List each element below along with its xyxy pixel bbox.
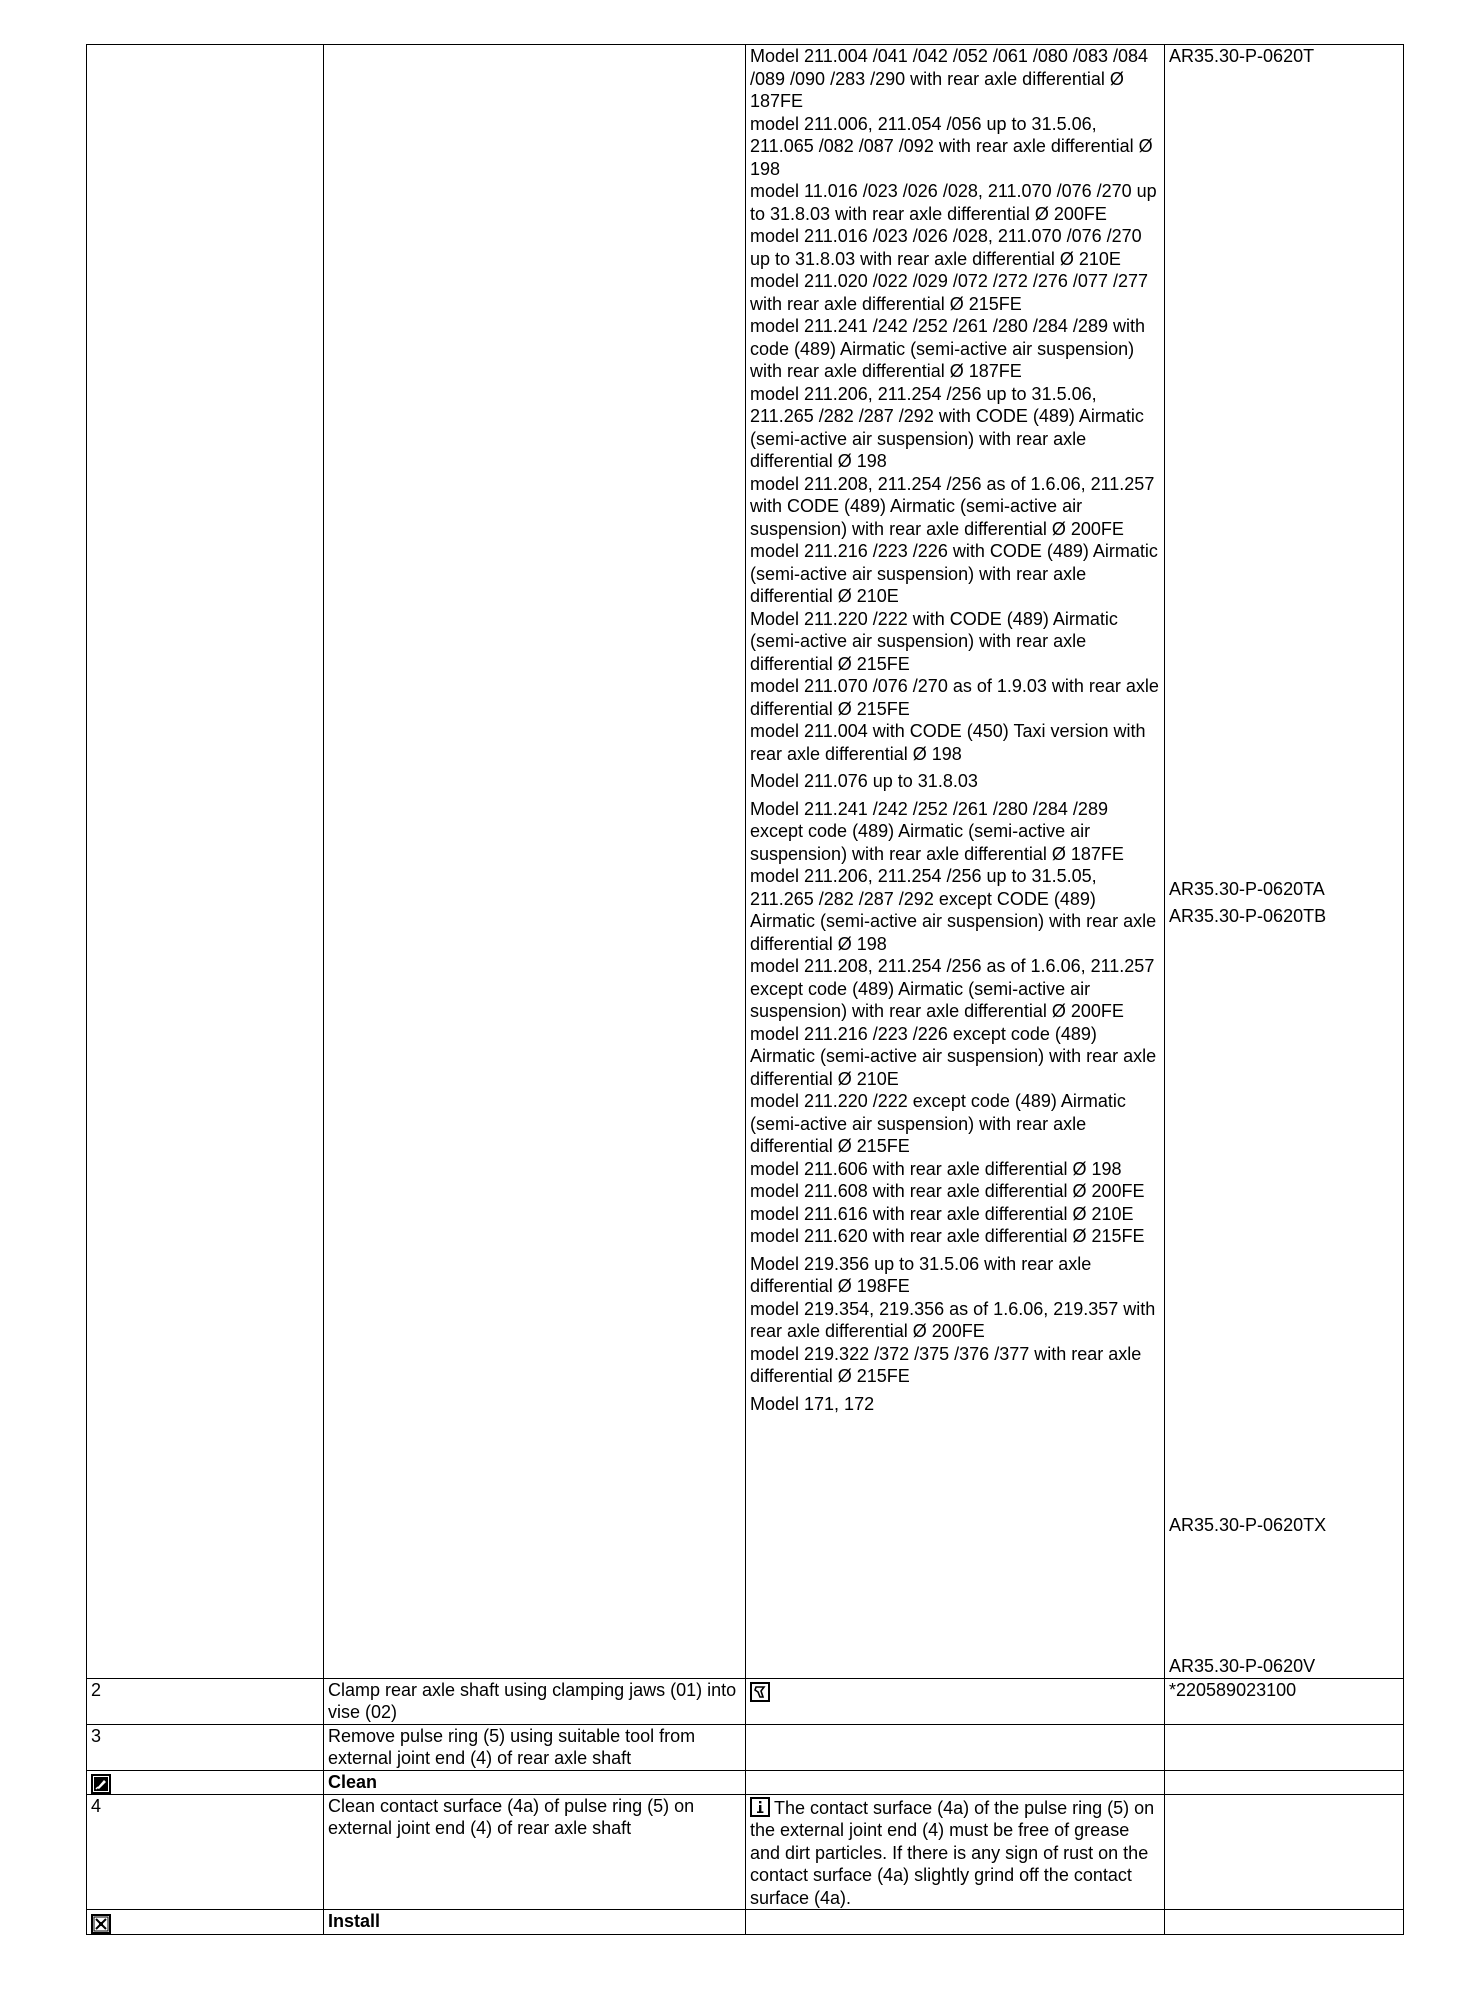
- model-line: model 211.070 /076 /270 as of 1.9.03 with rear axle differential Ø 215FE: [750, 676, 1159, 719]
- table-row: [87, 1724, 1404, 1770]
- reference-list-cell: [1165, 45, 1404, 1679]
- reference-group: [1169, 1655, 1399, 1678]
- model-line: model 211.208, 211.254 /256 as of 1.6.06, 211.257 except code (489) Airmatic (semi-active air suspension) with rear axle differential Ø 200FE: [750, 956, 1155, 1021]
- section-heading: Install: [324, 1910, 746, 1934]
- tool-icon[interactable]: [750, 1682, 770, 1702]
- model-line: model 211.016 /023 /026 /028, 211.070 /076 /270 up to 31.8.03 with rear axle differential Ø 210E: [750, 226, 1142, 269]
- step-note-cell: [746, 1678, 1165, 1724]
- procedure-table: [86, 44, 1404, 1935]
- table-row: [87, 1678, 1404, 1724]
- model-list-cell: [746, 45, 1165, 1679]
- step-reference-cell: [1165, 1910, 1404, 1934]
- model-line: model 211.616 with rear axle differential Ø 210E: [750, 1203, 1134, 1224]
- step-text-cell: [324, 45, 746, 1679]
- model-group: [750, 1393, 1160, 1416]
- table-row: [87, 1910, 1404, 1934]
- model-line: model 219.354, 219.356 as of 1.6.06, 219.357 with rear axle differential Ø 200FE: [750, 1298, 1156, 1341]
- model-line: model 211.206, 211.254 /256 up to 31.5.06, 211.265 /282 /287 /292 with CODE (489) Airmatic (semi-active air suspension) with rear axle differential Ø 198: [750, 383, 1144, 471]
- model-line: model 211.216 /223 /226 with CODE (489) Airmatic (semi-active air suspension) with rear axle differential Ø 210E: [750, 541, 1158, 606]
- model-line: Model 211.004 /041 /042 /052 /061 /080 /083 /084 /089 /090 /283 /290 with rear axle differential Ø 187FE: [750, 46, 1148, 111]
- reference-group: [1169, 45, 1399, 873]
- model-line: Model 211.241 /242 /252 /261 /280 /284 /289 except code (489) Airmatic (semi-active air suspension) with rear axle differential Ø 187FE: [750, 798, 1124, 864]
- step-note-cell: [746, 1770, 1165, 1794]
- reference-group: [1169, 905, 1399, 1509]
- model-line: model 11.016 /023 /026 /028, 211.070 /076 /270 up to 31.8.03 with rear axle differential Ø 200FE: [750, 181, 1157, 224]
- model-line: model 211.608 with rear axle differential Ø 200FE: [750, 1181, 1145, 1201]
- model-line: model 211.020 /022 /029 /072 /272 /276 /077 /277 with rear axle differential Ø 215FE: [750, 271, 1148, 314]
- model-line: model 211.220 /222 except code (489) Airmatic (semi-active air suspension) with rear axle differential Ø 215FE: [750, 1091, 1126, 1156]
- model-line: model 211.004 with CODE (450) Taxi version with rear axle differential Ø 198: [750, 721, 1146, 764]
- step-number: 3: [87, 1724, 324, 1770]
- step-reference-cell: [1165, 1770, 1404, 1794]
- model-group: [750, 798, 1160, 1248]
- model-line: model 211.208, 211.254 /256 as of 1.6.06, 211.257 with CODE (489) Airmatic (semi-active air suspension) with rear axle differential Ø 200FE: [750, 473, 1155, 539]
- model-group: [750, 45, 1160, 765]
- install-icon: [91, 1914, 111, 1934]
- step-note-cell: [746, 1910, 1165, 1934]
- model-line: Model 219.356 up to 31.5.06 with rear axle differential Ø 198FE: [750, 1253, 1092, 1296]
- info-icon: [750, 1797, 770, 1817]
- reference-code[interactable]: AR35.30-P-0620TA: [1169, 879, 1325, 899]
- table-row: [87, 45, 1404, 1679]
- model-line: Model 211.076 up to 31.8.03: [750, 771, 978, 791]
- reference-code[interactable]: AR35.30-P-0620TX: [1169, 1515, 1327, 1535]
- step-note-cell: [746, 1794, 1165, 1910]
- reference-code[interactable]: AR35.30-P-0620T: [1169, 46, 1315, 66]
- model-line: Model 171, 172: [750, 1393, 875, 1414]
- reference-code[interactable]: AR35.30-P-0620V: [1169, 1656, 1316, 1676]
- tool-reference[interactable]: *220589023100: [1165, 1678, 1404, 1724]
- step-reference-cell: [1165, 1794, 1404, 1910]
- table-row: [87, 1794, 1404, 1910]
- section-icon-cell: [87, 1770, 324, 1794]
- section-icon-cell: [87, 1910, 324, 1934]
- model-line: model 211.606 with rear axle differential Ø 198: [750, 1158, 1122, 1179]
- model-line: model 211.006, 211.054 /056 up to 31.5.06, 211.065 /082 /087 /092 with rear axle differential Ø 198: [750, 113, 1153, 179]
- clean-icon: [91, 1774, 111, 1794]
- step-number: 2: [87, 1678, 324, 1724]
- step-text: Remove pulse ring (5) using suitable tool from external joint end (4) of rear axle shaft: [324, 1724, 746, 1770]
- model-line: model 211.206, 211.254 /256 up to 31.5.05, 211.265 /282 /287 /292 except CODE (489) Airmatic (semi-active air suspension) with rear axle differential Ø 198: [750, 866, 1157, 954]
- step-text: Clamp rear axle shaft using clamping jaws (01) into vise (02): [324, 1678, 746, 1724]
- step-note-cell: [746, 1724, 1165, 1770]
- step-text: Clean contact surface (4a) of pulse ring (5) on external joint end (4) of rear axle shaft: [324, 1794, 746, 1910]
- model-line: Model 211.220 /222 with CODE (489) Airmatic (semi-active air suspension) with rear axle differential Ø 215FE: [750, 608, 1118, 674]
- step-number-cell: [87, 45, 324, 1679]
- model-group: [750, 1253, 1160, 1388]
- reference-group: [1169, 878, 1399, 900]
- model-line: model 211.216 /223 /226 except code (489) Airmatic (semi-active air suspension) with rear axle differential Ø 210E: [750, 1023, 1157, 1089]
- model-line: model 211.620 with rear axle differential Ø 215FE: [750, 1226, 1145, 1246]
- table-row: [87, 1770, 1404, 1794]
- reference-code[interactable]: AR35.30-P-0620TB: [1169, 906, 1327, 926]
- step-reference-cell: [1165, 1724, 1404, 1770]
- model-line: model 219.322 /372 /375 /376 /377 with rear axle differential Ø 215FE: [750, 1343, 1142, 1386]
- note-text: The contact surface (4a) of the pulse ring (5) on the external joint end (4) must be free of grease and dirt particles. If there is any sign of rust on the contact surface (4a) slightly grind off the contact surface (4a).: [750, 1797, 1155, 1908]
- model-line: model 211.241 /242 /252 /261 /280 /284 /289 with code (489) Airmatic (semi-active air suspension) with rear axle differential Ø 187FE: [750, 316, 1145, 381]
- reference-group: [1169, 1514, 1399, 1650]
- section-heading: Clean: [324, 1770, 746, 1794]
- model-group: [750, 770, 1160, 793]
- step-number: 4: [87, 1794, 324, 1910]
